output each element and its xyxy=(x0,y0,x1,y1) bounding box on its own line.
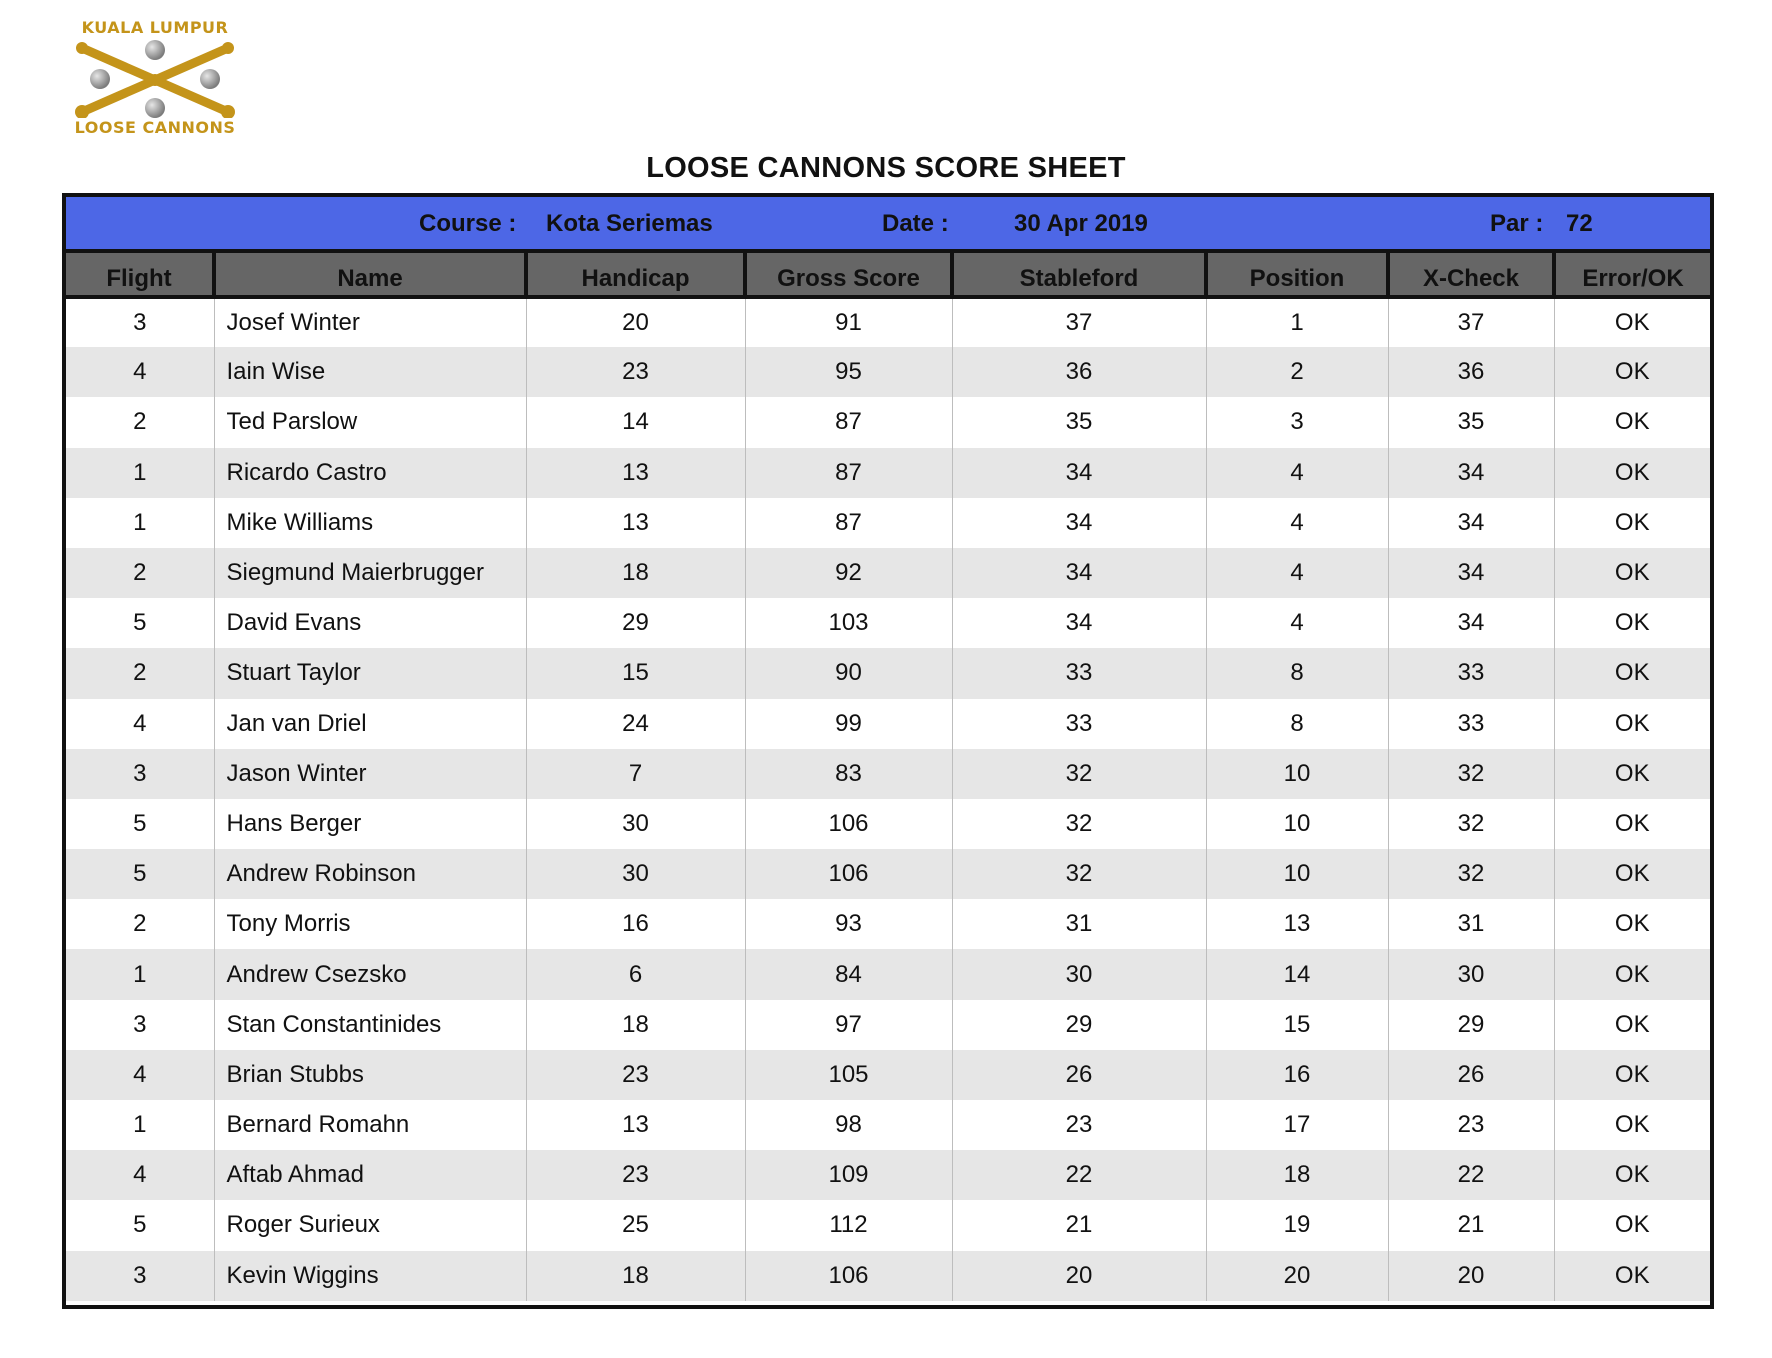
status-cell: OK xyxy=(1554,297,1710,347)
position-cell: 8 xyxy=(1206,648,1388,698)
logo-bottom-text: LOOSE CANNONS xyxy=(74,118,236,137)
handicap-cell: 18 xyxy=(526,548,745,598)
x-check-cell: 35 xyxy=(1388,397,1554,447)
stableford-cell: 29 xyxy=(952,1000,1206,1050)
handicap-cell: 29 xyxy=(526,598,745,648)
x-check-cell: 37 xyxy=(1388,297,1554,347)
x-check-cell: 34 xyxy=(1388,598,1554,648)
stableford-cell: 21 xyxy=(952,1200,1206,1250)
gross-score-cell: 103 xyxy=(745,598,952,648)
table-header-row xyxy=(66,253,1710,297)
course-label: Course : xyxy=(419,210,517,237)
gross-score-cell: 112 xyxy=(745,1200,952,1250)
club-logo xyxy=(70,14,240,144)
table-row xyxy=(66,1100,1710,1150)
status-cell: OK xyxy=(1554,1251,1710,1301)
score-sheet xyxy=(62,193,1714,1309)
x-check-cell: 34 xyxy=(1388,548,1554,598)
flight-cell: 5 xyxy=(133,609,147,637)
position-cell: 4 xyxy=(1206,448,1388,498)
position-cell: 16 xyxy=(1206,1050,1388,1100)
handicap-cell: 23 xyxy=(526,1150,745,1200)
table-row xyxy=(66,448,1710,498)
gross-score-cell: 109 xyxy=(745,1150,952,1200)
player-name-cell: Siegmund Maierbrugger xyxy=(214,548,526,598)
player-name-cell: Tony Morris xyxy=(214,899,526,949)
position-cell: 20 xyxy=(1206,1251,1388,1301)
flight-cell: 2 xyxy=(133,408,147,436)
flight-cell: 3 xyxy=(133,1010,147,1038)
x-check-cell: 20 xyxy=(1388,1251,1554,1301)
handicap-cell: 7 xyxy=(526,749,745,799)
cannonball-icon xyxy=(145,98,165,118)
table-row xyxy=(66,1150,1710,1200)
stableford-cell: 33 xyxy=(952,648,1206,698)
position-cell: 13 xyxy=(1206,899,1388,949)
handicap-cell: 18 xyxy=(526,1251,745,1301)
table-row xyxy=(66,1050,1710,1100)
flight-cell: 3 xyxy=(66,1251,214,1301)
gross-score-cell: 87 xyxy=(745,397,952,447)
position-cell: 10 xyxy=(1206,749,1388,799)
x-check-cell: 36 xyxy=(1388,347,1554,397)
flight-cell: 3 xyxy=(66,749,214,799)
cannonball-icon xyxy=(90,69,110,89)
x-check-cell: 34 xyxy=(1388,448,1554,498)
position-cell: 10 xyxy=(1206,849,1388,899)
status-cell: OK xyxy=(1554,799,1710,849)
status-cell: OK xyxy=(1554,1050,1710,1100)
gross-score-cell: 83 xyxy=(745,749,952,799)
x-check-cell: 30 xyxy=(1388,949,1554,999)
status-cell: OK xyxy=(1554,347,1710,397)
scores-table xyxy=(66,253,1710,1301)
position-cell: 1 xyxy=(1206,297,1388,347)
table-row xyxy=(66,297,1710,347)
column-header-flight: Flight xyxy=(66,253,214,297)
table-row xyxy=(66,648,1710,698)
x-check-cell: 21 xyxy=(1388,1200,1554,1250)
status-cell: OK xyxy=(1554,1000,1710,1050)
stableford-cell: 34 xyxy=(952,598,1206,648)
table-row xyxy=(66,598,1710,648)
player-name-cell: David Evans xyxy=(214,598,526,648)
stableford-cell: 20 xyxy=(952,1251,1206,1301)
gross-score-cell: 93 xyxy=(745,899,952,949)
x-check-cell: 33 xyxy=(1388,699,1554,749)
flight-cell: 1 xyxy=(66,448,214,498)
position-cell: 15 xyxy=(1206,1000,1388,1050)
x-check-cell: 29 xyxy=(1388,1000,1554,1050)
status-cell: OK xyxy=(1554,648,1710,698)
player-name-cell: Mike Williams xyxy=(214,498,526,548)
position-cell: 4 xyxy=(1206,598,1388,648)
stableford-cell: 35 xyxy=(952,397,1206,447)
x-check-cell: 33 xyxy=(1388,648,1554,698)
handicap-cell: 15 xyxy=(526,648,745,698)
player-name-cell: Bernard Romahn xyxy=(214,1100,526,1150)
position-cell: 8 xyxy=(1206,699,1388,749)
flight-cell: 1 xyxy=(66,949,214,999)
gross-score-cell: 99 xyxy=(745,699,952,749)
player-name-cell: Kevin Wiggins xyxy=(214,1251,526,1301)
x-check-cell: 22 xyxy=(1388,1150,1554,1200)
handicap-cell: 13 xyxy=(526,1100,745,1150)
flight-cell: 2 xyxy=(133,910,147,938)
table-row xyxy=(66,699,1710,749)
handicap-cell: 6 xyxy=(526,949,745,999)
table-row xyxy=(66,397,1710,447)
stableford-cell: 32 xyxy=(952,849,1206,899)
player-name-cell: Andrew Robinson xyxy=(214,849,526,899)
gross-score-cell: 87 xyxy=(745,498,952,548)
player-name-cell: Jan van Driel xyxy=(214,699,526,749)
status-cell: OK xyxy=(1554,548,1710,598)
gross-score-cell: 105 xyxy=(745,1050,952,1100)
stableford-cell: 37 xyxy=(952,297,1206,347)
status-cell: OK xyxy=(1554,1200,1710,1250)
status-cell: OK xyxy=(1554,749,1710,799)
crossed-cannons-icon xyxy=(70,40,240,118)
flight-cell: 5 xyxy=(133,1211,147,1239)
gross-score-cell: 84 xyxy=(745,949,952,999)
gross-score-cell: 98 xyxy=(745,1100,952,1150)
flight-cell: 4 xyxy=(66,1050,214,1100)
x-check-cell: 26 xyxy=(1388,1050,1554,1100)
player-name-cell: Josef Winter xyxy=(214,297,526,347)
stableford-cell: 34 xyxy=(952,548,1206,598)
gross-score-cell: 106 xyxy=(745,1251,952,1301)
handicap-cell: 20 xyxy=(526,297,745,347)
handicap-cell: 16 xyxy=(526,899,745,949)
gross-score-cell: 106 xyxy=(745,849,952,899)
handicap-cell: 30 xyxy=(526,799,745,849)
flight-cell: 3 xyxy=(133,309,147,337)
table-row xyxy=(66,899,1710,949)
player-name-cell: Stan Constantinides xyxy=(214,1000,526,1050)
logo-top-text: KUALA LUMPUR xyxy=(81,18,229,37)
stableford-cell: 22 xyxy=(952,1150,1206,1200)
column-header-error-ok: Error/OK xyxy=(1554,253,1710,297)
status-cell: OK xyxy=(1554,1100,1710,1150)
stableford-cell: 23 xyxy=(952,1100,1206,1150)
table-row xyxy=(66,1251,1710,1301)
x-check-cell: 32 xyxy=(1388,799,1554,849)
handicap-cell: 23 xyxy=(526,1050,745,1100)
player-name-cell: Iain Wise xyxy=(214,347,526,397)
stableford-cell: 32 xyxy=(952,749,1206,799)
flight-cell: 1 xyxy=(133,1111,147,1139)
cannonball-icon xyxy=(200,69,220,89)
position-cell: 4 xyxy=(1206,548,1388,598)
flight-cell: 1 xyxy=(133,508,147,536)
column-header-stableford: Stableford xyxy=(952,253,1206,297)
table-row xyxy=(66,1000,1710,1050)
stableford-cell: 33 xyxy=(952,699,1206,749)
column-header-gross-score: Gross Score xyxy=(745,253,952,297)
position-cell: 3 xyxy=(1206,397,1388,447)
status-cell: OK xyxy=(1554,397,1710,447)
gross-score-cell: 106 xyxy=(745,799,952,849)
gross-score-cell: 95 xyxy=(745,347,952,397)
table-row xyxy=(66,949,1710,999)
position-cell: 4 xyxy=(1206,498,1388,548)
column-header-x-check: X-Check xyxy=(1388,253,1554,297)
player-name-cell: Jason Winter xyxy=(214,749,526,799)
x-check-cell: 32 xyxy=(1388,749,1554,799)
gross-score-cell: 90 xyxy=(745,648,952,698)
stableford-cell: 34 xyxy=(952,448,1206,498)
gross-score-cell: 97 xyxy=(745,1000,952,1050)
player-name-cell: Hans Berger xyxy=(214,799,526,849)
handicap-cell: 25 xyxy=(526,1200,745,1250)
status-cell: OK xyxy=(1554,598,1710,648)
flight-cell: 4 xyxy=(66,1150,214,1200)
course-value: Kota Seriemas xyxy=(546,210,713,237)
handicap-cell: 30 xyxy=(526,849,745,899)
status-cell: OK xyxy=(1554,699,1710,749)
status-cell: OK xyxy=(1554,498,1710,548)
stableford-cell: 34 xyxy=(952,498,1206,548)
handicap-cell: 14 xyxy=(526,397,745,447)
gross-score-cell: 92 xyxy=(745,548,952,598)
x-check-cell: 23 xyxy=(1388,1100,1554,1150)
table-row xyxy=(66,849,1710,899)
player-name-cell: Andrew Csezsko xyxy=(214,949,526,999)
course-info-bar xyxy=(66,197,1710,253)
player-name-cell: Aftab Ahmad xyxy=(214,1150,526,1200)
status-cell: OK xyxy=(1554,448,1710,498)
flight-cell: 4 xyxy=(133,709,147,737)
x-check-cell: 34 xyxy=(1388,498,1554,548)
flight-cell: 2 xyxy=(66,548,214,598)
player-name-cell: Brian Stubbs xyxy=(214,1050,526,1100)
stableford-cell: 30 xyxy=(952,949,1206,999)
status-cell: OK xyxy=(1554,949,1710,999)
player-name-cell: Roger Surieux xyxy=(214,1200,526,1250)
player-name-cell: Ricardo Castro xyxy=(214,448,526,498)
position-cell: 2 xyxy=(1206,347,1388,397)
status-cell: OK xyxy=(1554,1150,1710,1200)
handicap-cell: 13 xyxy=(526,498,745,548)
par-label: Par : xyxy=(1490,210,1544,237)
handicap-cell: 23 xyxy=(526,347,745,397)
gross-score-cell: 87 xyxy=(745,448,952,498)
handicap-cell: 18 xyxy=(526,1000,745,1050)
table-row xyxy=(66,347,1710,397)
position-cell: 19 xyxy=(1206,1200,1388,1250)
position-cell: 17 xyxy=(1206,1100,1388,1150)
status-cell: OK xyxy=(1554,849,1710,899)
player-name-cell: Stuart Taylor xyxy=(214,648,526,698)
page-title: LOOSE CANNONS SCORE SHEET xyxy=(646,152,1126,184)
handicap-cell: 24 xyxy=(526,699,745,749)
table-row xyxy=(66,548,1710,598)
player-name-cell: Ted Parslow xyxy=(214,397,526,447)
cannonball-icon xyxy=(145,40,165,60)
par-value: 72 xyxy=(1566,210,1593,237)
table-row xyxy=(66,799,1710,849)
gross-score-cell: 91 xyxy=(745,297,952,347)
column-header-name: Name xyxy=(214,253,526,297)
flight-cell: 4 xyxy=(66,347,214,397)
flight-cell: 5 xyxy=(66,849,214,899)
handicap-cell: 13 xyxy=(526,448,745,498)
stableford-cell: 26 xyxy=(952,1050,1206,1100)
flight-cell: 2 xyxy=(66,648,214,698)
flight-cell: 5 xyxy=(133,809,147,837)
stableford-cell: 36 xyxy=(952,347,1206,397)
position-cell: 14 xyxy=(1206,949,1388,999)
x-check-cell: 31 xyxy=(1388,899,1554,949)
stableford-cell: 32 xyxy=(952,799,1206,849)
table-row xyxy=(66,749,1710,799)
table-row xyxy=(66,498,1710,548)
date-value: 30 Apr 2019 xyxy=(1014,210,1148,237)
column-header-position: Position xyxy=(1206,253,1388,297)
status-cell: OK xyxy=(1554,899,1710,949)
x-check-cell: 32 xyxy=(1388,849,1554,899)
date-label: Date : xyxy=(882,210,949,237)
position-cell: 10 xyxy=(1206,799,1388,849)
position-cell: 18 xyxy=(1206,1150,1388,1200)
column-header-handicap: Handicap xyxy=(526,253,745,297)
stableford-cell: 31 xyxy=(952,899,1206,949)
table-row xyxy=(66,1200,1710,1250)
